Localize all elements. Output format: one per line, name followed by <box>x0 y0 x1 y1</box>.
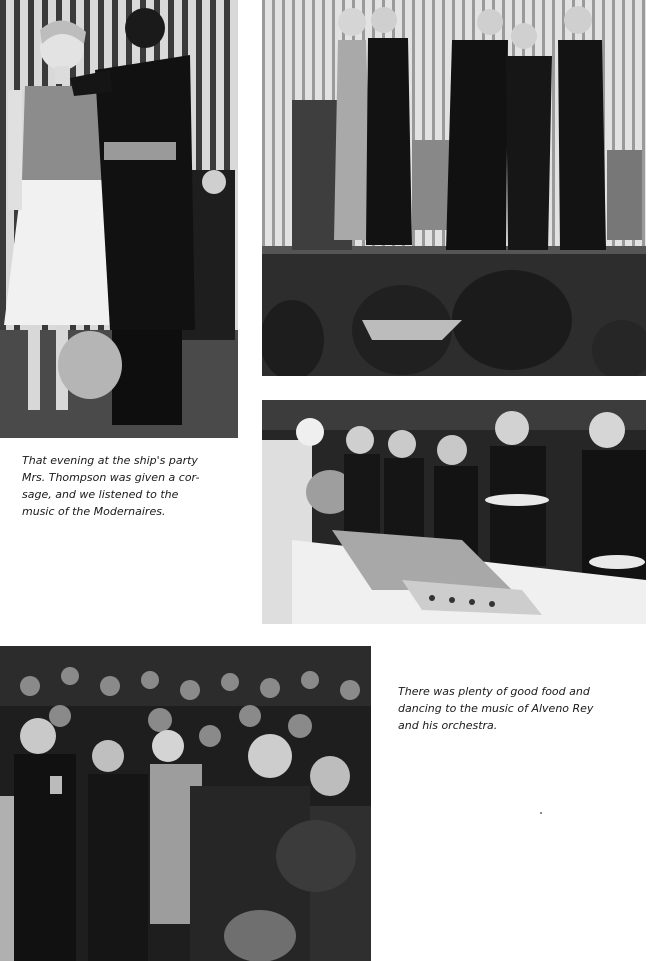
caption-line: There was plenty of good food and <box>398 685 590 698</box>
caption-line: dancing to the music of Alveno Rey <box>398 702 594 715</box>
caption-line: That evening at the ship's party <box>22 454 198 467</box>
caption-line: music of the Modernaires. <box>22 505 166 518</box>
caption-line: Mrs. Thompson was given a cor- <box>22 471 200 484</box>
photo-buffet <box>262 400 646 624</box>
photo-stage-singers <box>262 0 646 376</box>
page-speck <box>540 812 542 814</box>
photo-dancing <box>0 646 371 961</box>
caption-line: and his orchestra. <box>398 719 498 732</box>
caption-ship-party <box>22 452 199 520</box>
caption-line: sage, and we listened to the <box>22 488 179 501</box>
photo-corsage <box>0 0 238 438</box>
caption-food-dancing <box>398 683 593 734</box>
